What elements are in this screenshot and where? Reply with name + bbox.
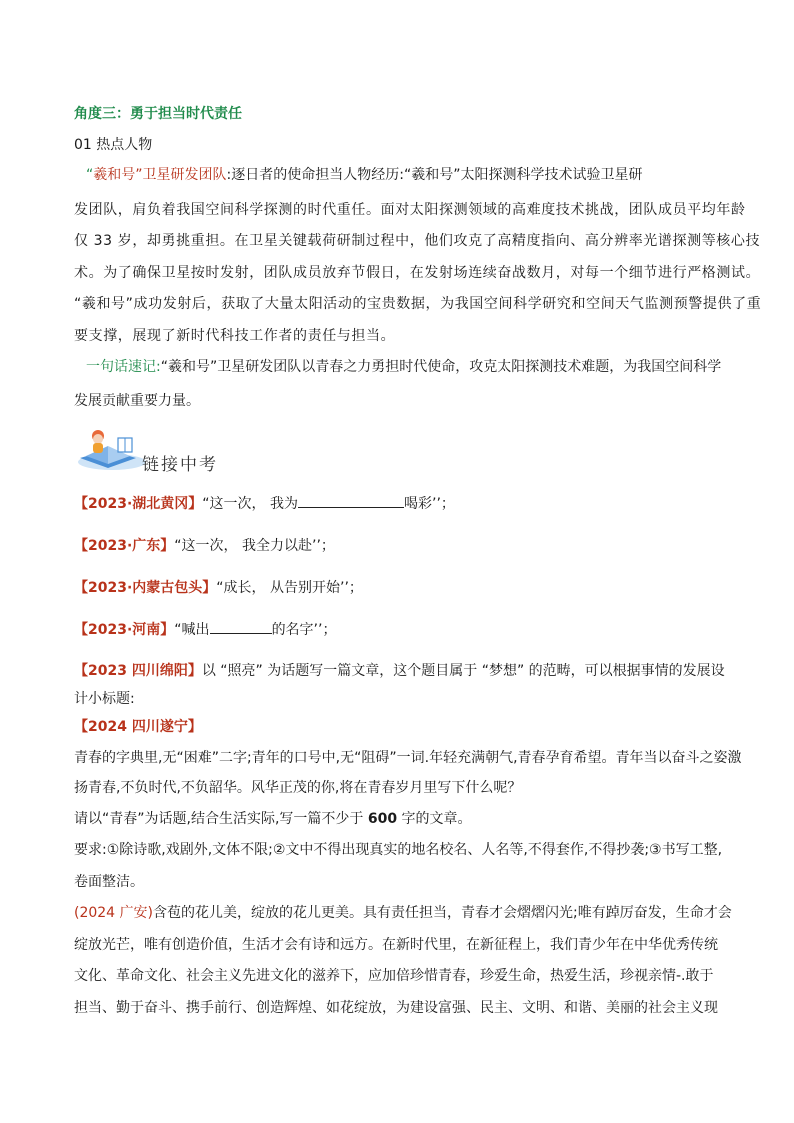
fill-blank <box>298 507 404 508</box>
exam-line: 文化、革命文化、社会主义先进文化的滋养下，应加倍珍惜青春，珍爱生命，热爱生活，珍视亲情-.敢于 <box>74 968 714 984</box>
exam-tag-suining: 【2024 四川遂宁】 <box>74 719 202 735</box>
exam-line: 青春的字典里,无“困难”二字;青年的口号中,无“阻碍”一词.年轻充满朝气,青春孕育希望。青年当以奋斗之姿激 <box>74 750 742 766</box>
exam-text: “成长， 从告别开始’’； <box>216 580 363 596</box>
exam-text: “这一次， 我全力以赴’’； <box>174 538 335 554</box>
exam-text: “这一次， 我为 <box>202 496 298 512</box>
req-text: 请以“青春”为话题,结合生活实际,写一篇不少于 <box>74 811 368 827</box>
hot-line: 发团队，肩负着我国空间科学探测的时代重任。面对太阳探测领域的高难度技术挑战，团队成员平均年龄 <box>74 202 746 218</box>
exam-text: 含苞的花儿美，绽放的花儿更美。具有责任担当，青春才会熠熠闪光;唯有踔厉奋发，生命才会 <box>153 905 732 921</box>
summary-text: “羲和号”卫星研发团队以青春之力勇担时代使命，攻克太阳探测技术难题，为我国空间科学 <box>160 359 722 375</box>
exam-line: 要求:①除诗歌,戏剧外,文体不限;②文中不得出现真实的地名校名、人名等,不得套作,不得抄袭;③书写工整, <box>74 842 723 858</box>
summary-line <box>86 356 721 376</box>
exam-line: 扬青春,不负时代,不负韶华。风华正茂的你,将在青春岁月里写下什么呢？ <box>74 780 522 796</box>
hot-intro-rest: :逐日者的使命担当人物经历:“羲和号”太阳探测科学技术试验卫星研 <box>226 167 643 183</box>
exam-item-baotou <box>74 577 363 597</box>
exam-tag: 【2023 四川绵阳】 <box>74 663 202 679</box>
hot-line: 要支撑，展现了新时代科技工作者的责任与担当。 <box>74 328 396 344</box>
exam-tag: 【2023·内蒙古包头】 <box>74 580 217 596</box>
exam-text: “喊出 <box>174 622 210 638</box>
hot-line: 术。为了确保卫星按时发射，团队成员放弃节假日，在发射场连续奋战数月，对每一个细节进行严格测试。 <box>74 265 761 281</box>
exam-item-mianyang <box>74 660 725 680</box>
section-title: 角度三：勇于担当时代责任 <box>74 106 242 122</box>
summary-line2: 发展贡献重要力量。 <box>74 393 200 409</box>
exam-text: 的名字’’； <box>271 622 337 638</box>
hot-name: 羲和号”卫星研发团队 <box>93 167 227 183</box>
exam-tag: 【2023·湖北黄冈】 <box>74 496 203 512</box>
exam-item-henan <box>74 619 336 639</box>
hot-intro <box>86 164 642 184</box>
link-section-title: 链接中考 <box>142 455 218 475</box>
exam-text: 以 “照亮” 为话题写一篇文章，这个题目属于 “梦想” 的范畴，可以根据事情的发展设 <box>201 663 725 679</box>
section-subtitle: 01 热点人物 <box>74 137 153 153</box>
req-text: 字的文章。 <box>397 811 472 827</box>
exam-line: 担当、勤于奋斗、携手前行、创造辉煌、如花绽放，为建设富强、民主、文明、和谐、美丽的社会主义现 <box>74 1000 718 1016</box>
exam-line: 绽放光芒，唯有创造价值，生活才会有诗和远方。在新时代里，在新征程上，我们青少年在中华优秀传统 <box>74 937 718 953</box>
hot-line: 仅 33 岁，却勇挑重担。在卫星关键载荷研制过程中，他们攻克了高精度指向、高分辨率光谱探测等核心技 <box>74 233 761 249</box>
hot-line: “羲和号”成功发射后，获取了大量太阳活动的宝贵数据，为我国空间科学研究和空间天气监测预警提供了重 <box>74 296 762 312</box>
req-number: 600 <box>367 811 398 827</box>
exam-line: 卷面整洁。 <box>74 874 144 890</box>
exam-text: 喝彩’’； <box>404 496 455 512</box>
exam-item-guangdong <box>74 535 335 555</box>
exam-tag: 【2023·广东】 <box>74 538 175 554</box>
exam-tag: 【2023·河南】 <box>74 622 175 638</box>
exam-item-guangan <box>74 902 732 922</box>
exam-line: 计小标题: <box>74 691 135 707</box>
hot-quote-open: “ <box>86 167 94 183</box>
exam-requirement <box>74 808 472 828</box>
fill-blank <box>210 633 272 634</box>
exam-item-huanggang <box>74 493 455 513</box>
exam-tag: (2024 广安) <box>74 905 154 921</box>
summary-label: 一句话速记: <box>86 359 161 375</box>
